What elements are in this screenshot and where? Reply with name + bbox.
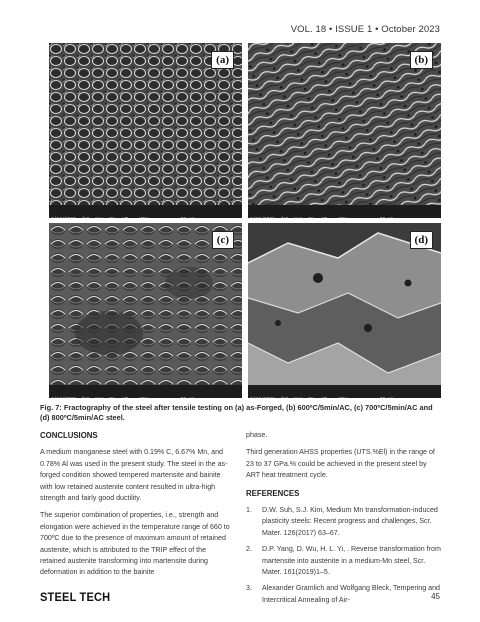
caption-line: (d) 800ºC/5min/AC steel. <box>40 413 125 422</box>
conclusions-paragraph: The superior combination of properties, i.e., strength and elongation were achieved in the temperature range of 660 to 700ºC due to the presence of maximum amount of retained austenite, which is attributed to the TRIP effect of the retained austenite transforming into martensite during deformation in addition to the bainite <box>40 511 230 577</box>
reference-number: 2. <box>246 545 252 554</box>
page-number: 45 <box>431 592 440 601</box>
conclusions-paragraph: A medium manganese steel with 0.19% C, 6.67% Mn, and 0.78% Al was used in the present study. The steel in the as-forged condition showed tempered martensite and bainite with low retained austenite content resulted in ultra-high strength and fairly good ductility. <box>40 448 228 503</box>
fractography-figure <box>49 43 441 398</box>
reference-number: 1. <box>246 506 252 515</box>
panel-d <box>248 223 441 398</box>
figure-caption <box>40 403 442 423</box>
reference-text: Alexander Gramlich and Wolfgang Bleck, Tempering and Intercritical Annealing of Air- <box>262 584 440 604</box>
conclusions-paragraph: Third generation AHSS properties (UTS.%El) in the range of 23 to 37 GPa.% could be achieved in the present steel by ART heat treatment cycle. <box>246 448 435 480</box>
databar-line <box>51 217 242 218</box>
sem-databar-b <box>248 205 441 218</box>
journal-issue-header: VOL. 18 • ISSUE 1 • October 2023 <box>290 24 440 35</box>
reference-number: 3. <box>246 584 252 593</box>
caption-line: Fig. 7: Fractography of the steel after tensile testing on (a) as-Forged, (b) 600ºC/5min/AC, (c) 700ºC/5min/AC and <box>40 403 433 412</box>
journal-logo: STEEL TECH <box>40 590 111 604</box>
panel-b <box>248 43 441 218</box>
sem-databar-c <box>49 385 242 398</box>
panel-label-b: (b) <box>410 51 433 69</box>
panel-c <box>49 223 242 398</box>
panel-label-c: (c) <box>212 231 234 249</box>
conclusions-heading: CONCLUSIONS <box>40 431 98 440</box>
databar-line <box>250 217 441 218</box>
left-column <box>40 430 232 585</box>
panel-a <box>49 43 242 218</box>
reference-item <box>246 583 441 606</box>
reference-text: D.P. Yang, D. Wu, H. L. Yi, . Reverse transformation from martensite into austenite in a medium-Mn steel, Scr. Mater. 161(2019)1–5. <box>262 545 441 577</box>
panel-label-d: (d) <box>410 231 433 249</box>
sem-image-b <box>248 43 441 218</box>
continued-paragraph: phase. <box>246 431 268 439</box>
sem-databar-a <box>49 205 242 218</box>
reference-item <box>246 505 441 539</box>
reference-text: D.W. Suh, S.J. Kim, Medium Mn transformation-induced plasticity steels: Recent progress and challenges, Scr. Mater. 126(2017) 63–67. <box>262 506 438 537</box>
sem-image-a <box>49 43 242 218</box>
references-heading: REFERENCES <box>246 488 300 498</box>
sem-databar-d <box>248 385 441 398</box>
sem-image-c <box>49 223 242 398</box>
databar-line <box>51 397 242 398</box>
sem-image-d <box>248 223 441 398</box>
right-column <box>246 430 441 611</box>
references-list <box>246 505 441 606</box>
databar-line <box>250 397 441 398</box>
panel-label-a: (a) <box>211 51 234 69</box>
reference-item <box>246 544 441 578</box>
